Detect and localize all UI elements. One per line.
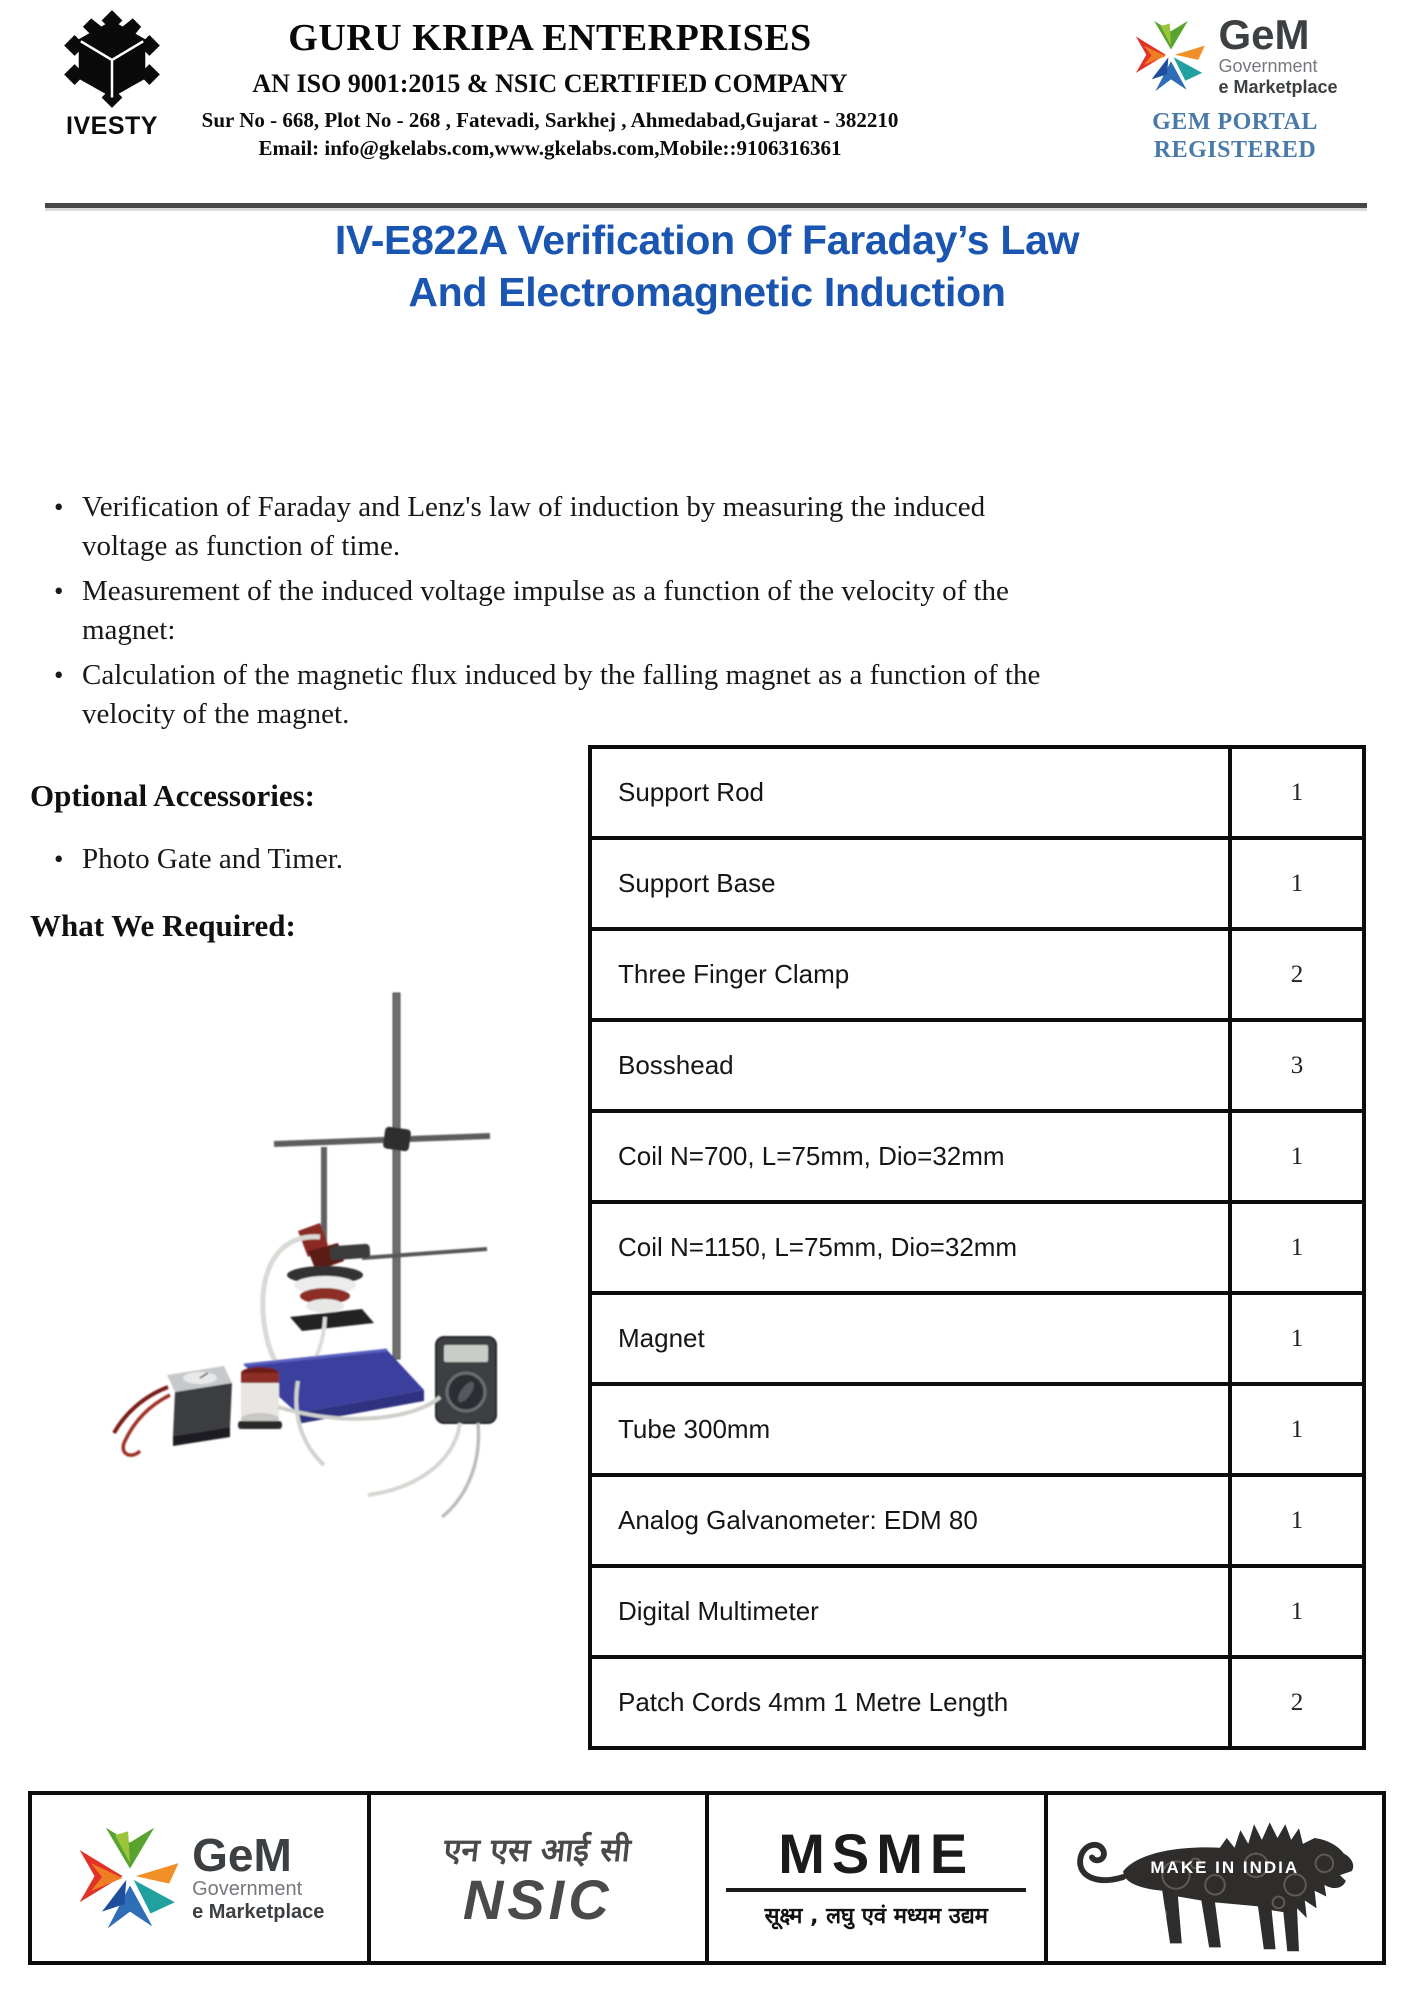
gem-star-icon <box>1132 17 1210 95</box>
optional-accessories-list <box>48 840 648 885</box>
optional-accessory-text: Photo Gate and Timer. <box>82 843 344 875</box>
item-qty-cell: 1 <box>1230 1566 1364 1657</box>
gem-logo-sub1: Government <box>1218 56 1318 76</box>
certification-line: AN ISO 9001:2015 & NSIC CERTIFIED COMPANY <box>252 69 848 98</box>
table-row <box>590 1293 1364 1384</box>
feature-text: Calculation of the magnetic flux induced by the falling magnet as a function of the velocity of the magnet. <box>82 659 1041 730</box>
gem-logo-name: GeM <box>1218 11 1310 58</box>
gem-registration-block <box>1080 11 1390 164</box>
requirements-table <box>588 745 1366 1750</box>
table-row <box>590 1475 1364 1566</box>
header-divider <box>45 203 1367 208</box>
feature-list <box>48 488 1068 740</box>
make-in-india-label: MAKE IN INDIA <box>1150 1858 1300 1878</box>
bullet-icon: • <box>54 576 64 606</box>
item-qty-cell: 2 <box>1230 929 1364 1020</box>
item-qty-cell: 2 <box>1230 1657 1364 1748</box>
table-row <box>590 1566 1364 1657</box>
item-qty-cell: 1 <box>1230 747 1364 838</box>
page-title-line1: IV-E822A Verification Of Faraday’s Law <box>334 217 1080 263</box>
item-qty-cell: 1 <box>1230 1475 1364 1566</box>
gem-star-footer-icon <box>74 1822 186 1934</box>
table-row <box>590 1111 1364 1202</box>
bullet-icon: • <box>54 844 64 874</box>
bullet-icon: • <box>54 660 64 690</box>
feature-item <box>48 572 1068 650</box>
brand-name: IVESTY <box>66 112 158 140</box>
item-name-cell: Bosshead <box>590 1020 1230 1111</box>
msme-underline <box>726 1888 1026 1892</box>
page-title <box>0 214 1414 318</box>
what-we-required-heading: What We Required: <box>30 908 296 943</box>
feature-item <box>48 656 1068 734</box>
footer-nsic-logo <box>371 1795 710 1961</box>
gem-logo-sub2: e Marketplace <box>1218 77 1338 97</box>
item-name-cell: Coil N=700, L=75mm, Dio=32mm <box>590 1111 1230 1202</box>
footer-logo-strip <box>28 1791 1386 1965</box>
table-row <box>590 747 1364 838</box>
item-name-cell: Coil N=1150, L=75mm, Dio=32mm <box>590 1202 1230 1293</box>
item-name-cell: Magnet <box>590 1293 1230 1384</box>
optional-accessory-item <box>48 840 648 879</box>
table-row <box>590 929 1364 1020</box>
table-row <box>590 838 1364 929</box>
item-name-cell: Analog Galvanometer: EDM 80 <box>590 1475 1230 1566</box>
msme-hindi-text: सूक्ष्म , लघु एवं मध्यम उद्यम <box>764 1904 988 1929</box>
item-name-cell: Three Finger Clamp <box>590 929 1230 1020</box>
item-name-cell: Support Rod <box>590 747 1230 838</box>
table-row <box>590 1384 1364 1475</box>
address-line: Sur No - 668, Plot No - 268 , Fatevadi, Sarkhej , Ahmedabad,Gujarat - 382210 <box>201 108 899 132</box>
item-qty-cell: 1 <box>1230 838 1364 929</box>
footer-gem-sub1: Government <box>192 1878 303 1900</box>
company-name: GURU KRIPA ENTERPRISES <box>288 17 812 59</box>
item-qty-cell: 1 <box>1230 1293 1364 1384</box>
item-name-cell: Digital Multimeter <box>590 1566 1230 1657</box>
table-row <box>590 1020 1364 1111</box>
msme-latin-text: MSME <box>778 1822 975 1885</box>
nsic-latin-text: NSIC <box>462 1867 613 1931</box>
apparatus-photo-image <box>62 945 567 1575</box>
item-name-cell: Tube 300mm <box>590 1384 1230 1475</box>
item-name-cell: Patch Cords 4mm 1 Metre Length <box>590 1657 1230 1748</box>
footer-gem-sub2: e Marketplace <box>192 1901 325 1923</box>
item-qty-cell: 3 <box>1230 1020 1364 1111</box>
ivesty-logo-icon <box>60 10 164 110</box>
feature-text: Verification of Faraday and Lenz's law of induction by measuring the induced voltage as function of time. <box>82 491 986 562</box>
page-title-line2: And Electromagnetic Induction <box>408 269 1006 315</box>
footer-make-in-india-logo <box>1048 1795 1383 1961</box>
footer-msme-logo <box>709 1795 1048 1961</box>
footer-gem-name: GeM <box>192 1829 292 1881</box>
feature-item <box>48 488 1068 566</box>
item-qty-cell: 1 <box>1230 1111 1364 1202</box>
apparatus-photo <box>62 945 567 1575</box>
bullet-icon: • <box>54 492 64 522</box>
footer-gem-logo <box>32 1795 371 1961</box>
nsic-hindi-text: एन एस आई सी <box>442 1830 633 1869</box>
company-header <box>180 16 920 161</box>
ivesty-logo <box>58 10 166 141</box>
table-row <box>590 1657 1364 1748</box>
gem-portal-registered: GEM PORTAL REGISTERED <box>1152 109 1318 163</box>
contact-line: Email: info@gkelabs.com,www.gkelabs.com,Mobile::9106316361 <box>258 136 842 160</box>
optional-accessories-heading: Optional Accessories: <box>30 778 315 813</box>
table-row <box>590 1202 1364 1293</box>
item-qty-cell: 1 <box>1230 1384 1364 1475</box>
item-name-cell: Support Base <box>590 838 1230 929</box>
feature-text: Measurement of the induced voltage impulse as a function of the velocity of the magnet: <box>82 575 1009 646</box>
item-qty-cell: 1 <box>1230 1202 1364 1293</box>
